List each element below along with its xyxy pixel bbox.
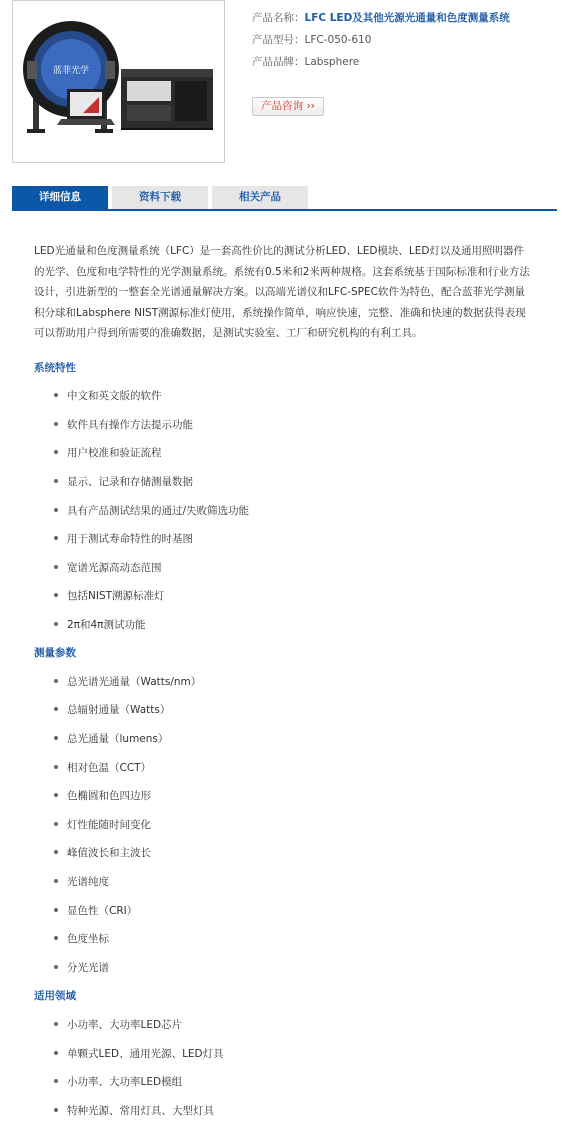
bullet-icon	[54, 593, 58, 597]
list-item	[54, 931, 109, 946]
section-title-applications: 适用领域	[34, 990, 76, 1002]
bullet-icon	[54, 765, 58, 769]
list-item-text: 小功率、大功率LED芯片	[67, 1019, 183, 1031]
list-item	[54, 588, 165, 603]
list-item	[54, 560, 162, 575]
list-item	[54, 817, 151, 832]
tab-bar	[12, 186, 557, 211]
list-item-text: 相对色温（CCT）	[67, 762, 152, 774]
product-brand-value: Labsphere	[304, 56, 360, 68]
sphere-brand-label: 蓝菲光学	[52, 66, 90, 76]
bullet-icon	[54, 908, 58, 912]
list-item	[54, 1017, 182, 1032]
list-item-text: 中文和英文版的软件	[67, 390, 162, 402]
section-title-parameters: 测量参数	[34, 647, 76, 659]
list-item-text: 显色性（CRI）	[67, 905, 138, 917]
list-item	[54, 874, 109, 889]
list-item	[54, 760, 151, 775]
intro-paragraph: LED光通量和色度测量系统（LFC）是一套高性价比的测试分析LED、LED模块、LED灯以及通用照明器件的光学、色度和电学特性的光学测量系统。系统有0.5米和2米两种规格。这套系统基于国际标准和行业方法设计，引进新型的一整套全光谱通量解决方案。以高端光谱仪和LFC-SPEC软件为特色，配合蓝菲光学测量积分球和Labsphere NIST溯源标准灯使用，系统操作简单，响应快速，完整、准确和快速的数据获得表现可以帮助用户得到所需要的准确数据，是测试实验室、工厂和研究机构的有利工具。	[34, 245, 530, 339]
product-name-row	[252, 7, 510, 29]
list-item-text: 单颗式LED、通用光源、LED灯具	[67, 1048, 224, 1060]
list-item	[54, 388, 162, 403]
bullet-icon	[54, 936, 58, 940]
list-item-text: 分光光谱	[67, 962, 109, 974]
product-brand-label: 产品品牌：	[252, 56, 305, 68]
list-item	[54, 474, 193, 489]
list-item-text: 包括NIST溯源标准灯	[67, 590, 165, 602]
list-item	[54, 731, 168, 746]
bullet-icon	[54, 879, 58, 883]
list-item-text: 特种光源、常用灯具、大型灯具	[67, 1105, 214, 1117]
tab-related-products[interactable]: 相关产品	[212, 186, 308, 209]
bullet-icon	[54, 1108, 58, 1112]
list-item	[54, 1103, 214, 1118]
bullet-icon	[54, 1022, 58, 1026]
bullet-icon	[54, 1079, 58, 1083]
list-item-text: 用户校准和验证流程	[67, 447, 162, 459]
product-model-label: 产品型号：	[252, 34, 305, 46]
product-photo	[13, 1, 224, 162]
list-item-text: 用于测试寿命特性的时基图	[67, 533, 193, 545]
list-item-text: 色度坐标	[67, 933, 109, 945]
bullet-icon	[54, 508, 58, 512]
list-item	[54, 1074, 182, 1089]
list-item-text: 宽谱光源高动态范围	[67, 562, 162, 574]
list-item	[54, 845, 151, 860]
product-info	[252, 7, 510, 73]
bullet-icon	[54, 707, 58, 711]
bullet-icon	[54, 793, 58, 797]
bullet-icon	[54, 850, 58, 854]
bullet-icon	[54, 679, 58, 683]
product-image	[12, 0, 225, 163]
bullet-icon	[54, 965, 58, 969]
tab-downloads[interactable]: 资料下载	[112, 186, 208, 209]
list-item	[54, 531, 193, 546]
list-item-text: 总光通量（lumens）	[67, 733, 169, 745]
list-item	[54, 445, 162, 460]
bullet-icon	[54, 736, 58, 740]
tab-underline	[12, 209, 557, 211]
list-item-text: 灯性能随时间变化	[67, 819, 151, 831]
list-item	[54, 903, 137, 918]
list-item-text: 具有产品测试结果的通过/失败筛选功能	[67, 505, 250, 517]
product-model-row	[252, 29, 510, 51]
list-item-text: 色椭圆和色四边形	[67, 790, 151, 802]
consult-button[interactable]: 产品咨询 ››	[252, 97, 324, 116]
list-item	[54, 1046, 224, 1061]
bullet-icon	[54, 565, 58, 569]
bullet-icon	[54, 393, 58, 397]
bullet-icon	[54, 622, 58, 626]
bullet-icon	[54, 536, 58, 540]
list-item	[54, 788, 151, 803]
section-title-features: 系统特性	[34, 362, 76, 374]
bullet-icon	[54, 479, 58, 483]
bullet-icon	[54, 450, 58, 454]
list-item-text: 峰值波长和主波长	[67, 847, 151, 859]
list-item	[54, 960, 109, 975]
list-item	[54, 617, 146, 632]
list-item-text: 总光谱光通量（Watts/nm）	[67, 676, 202, 688]
bullet-icon	[54, 1051, 58, 1055]
list-item	[54, 674, 201, 689]
list-item-text: 小功率、大功率LED模组	[67, 1076, 183, 1088]
list-item-text: 总辐射通量（Watts）	[67, 704, 171, 716]
bullet-icon	[54, 822, 58, 826]
bullet-icon	[54, 422, 58, 426]
product-brand-row	[252, 51, 510, 73]
product-name-label: 产品名称：	[252, 12, 305, 24]
list-item-text: 软件具有操作方法提示功能	[67, 419, 193, 431]
product-model-value: LFC-050-610	[304, 34, 372, 46]
list-item-text: 显示、记录和存储测量数据	[67, 476, 193, 488]
list-item	[54, 417, 193, 432]
tab-details[interactable]: 详细信息	[12, 186, 108, 211]
product-name-value: LFC LED及其他光源光通量和色度测量系统	[304, 12, 510, 24]
list-item-text: 2π和4π测试功能	[67, 619, 146, 631]
list-item	[54, 702, 170, 717]
list-item	[54, 503, 249, 518]
list-item-text: 光谱纯度	[67, 876, 109, 888]
